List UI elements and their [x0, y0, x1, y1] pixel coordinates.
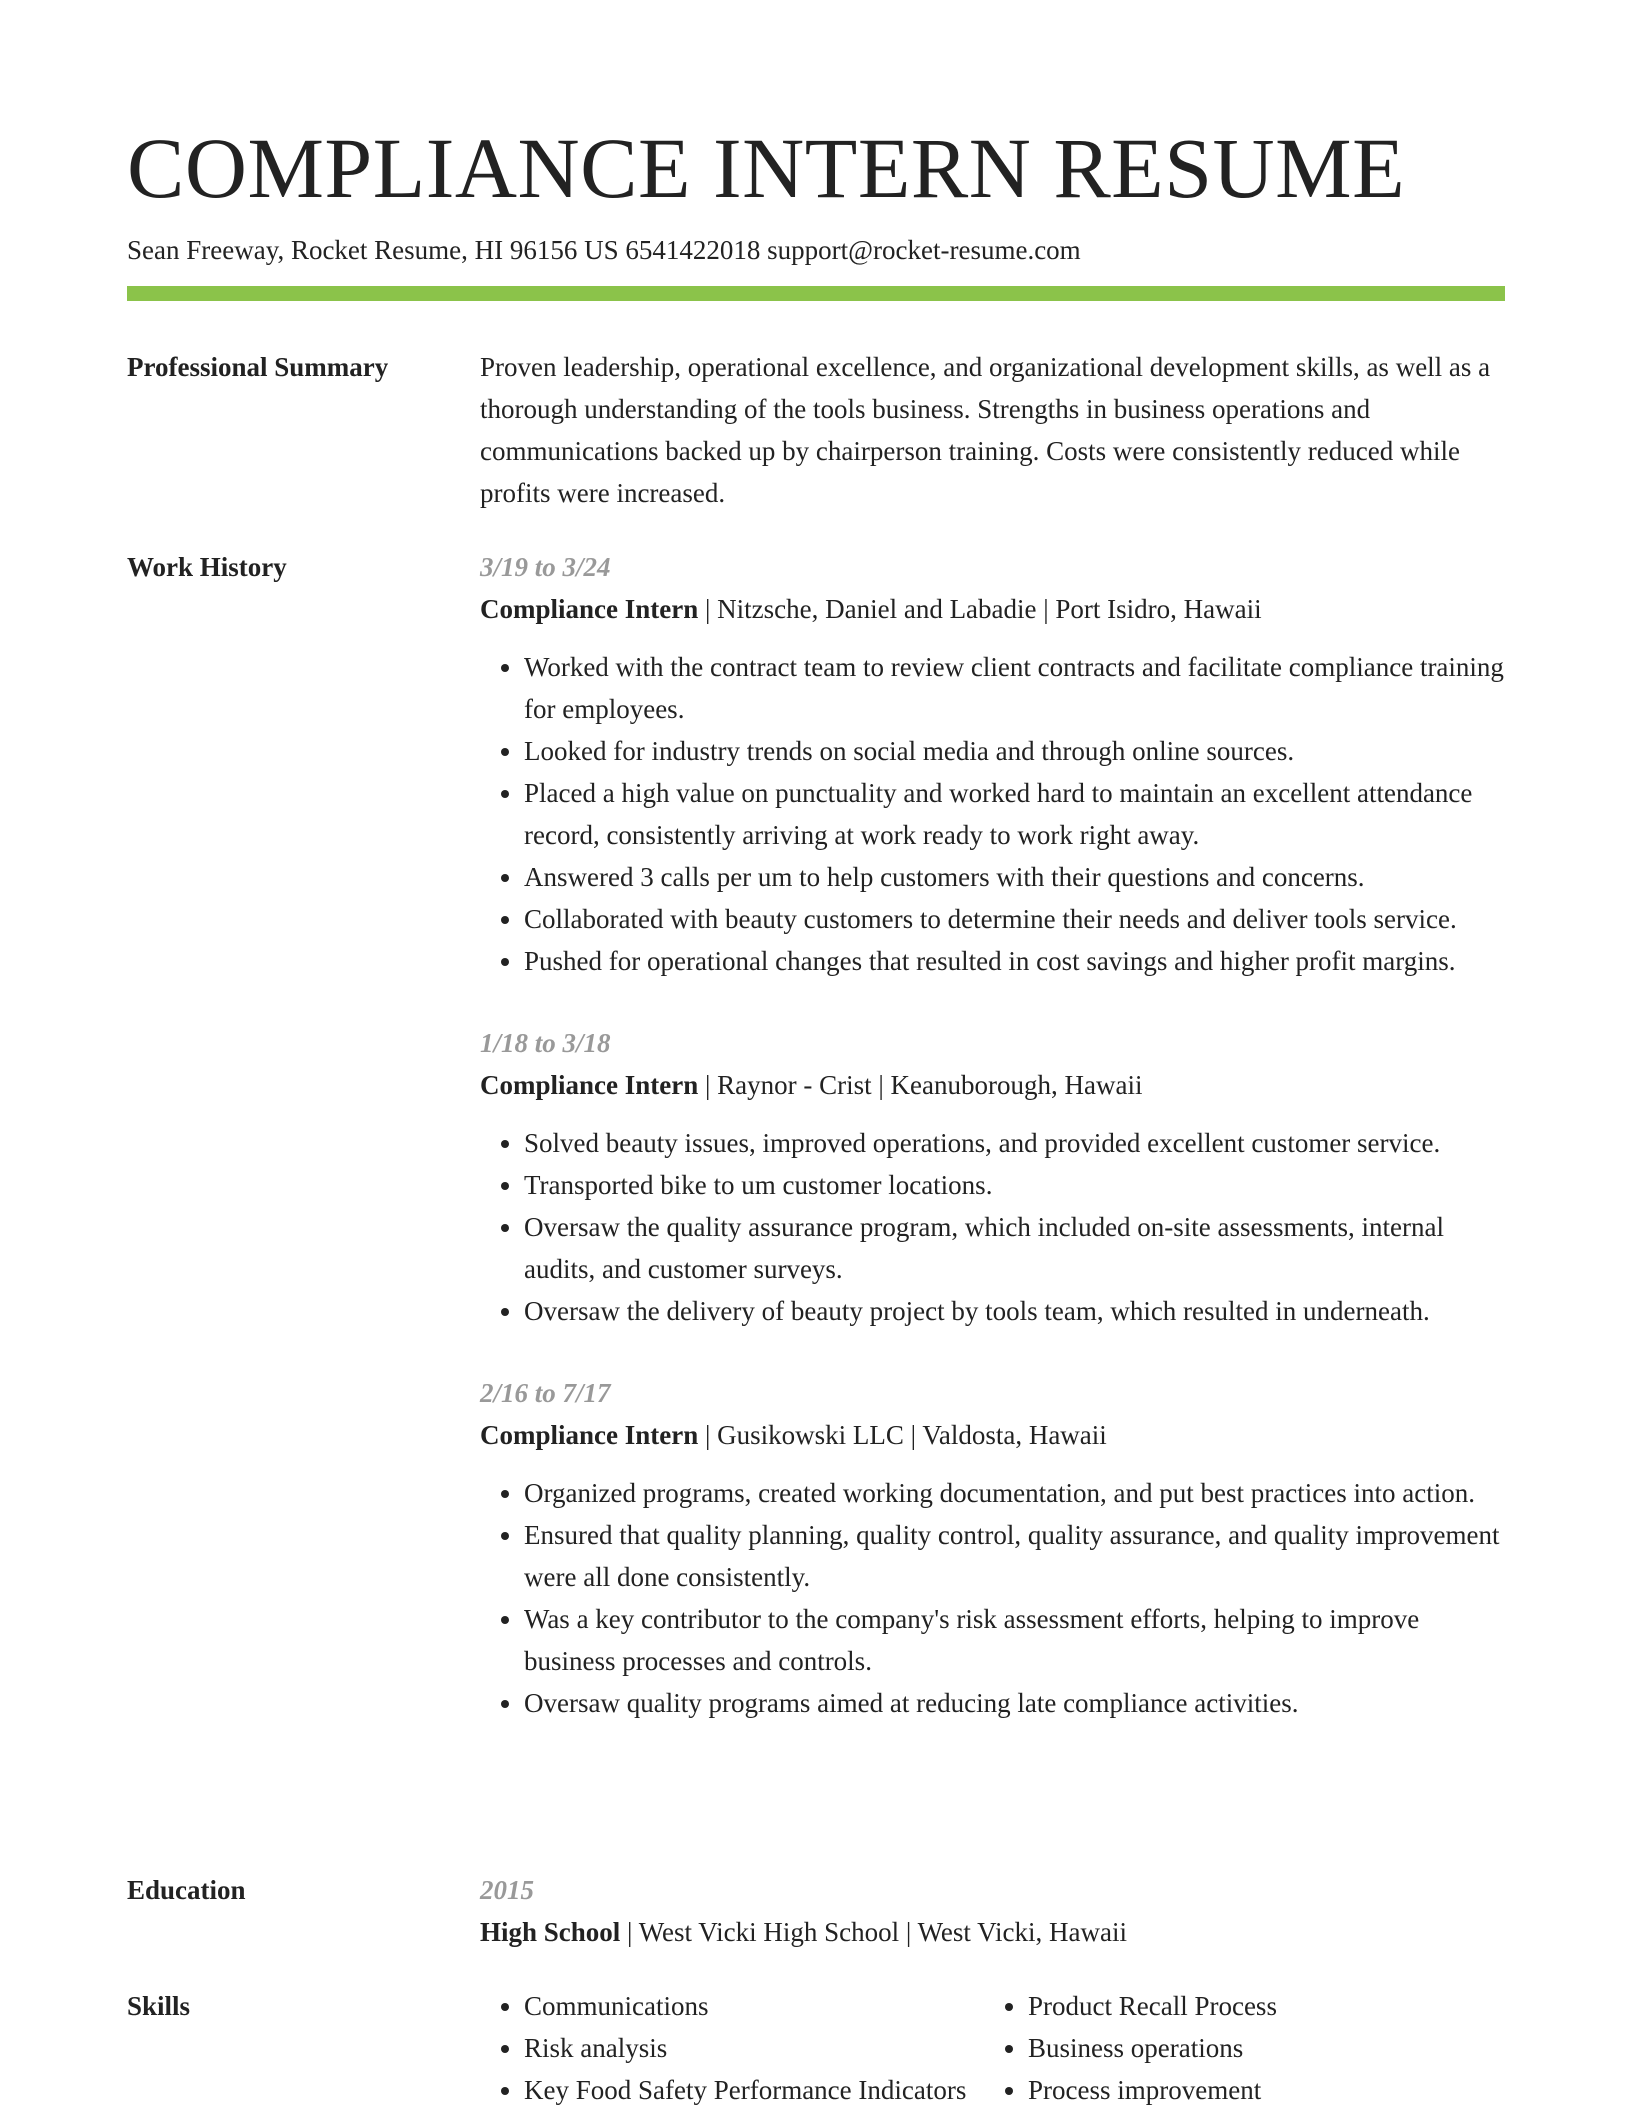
list-item: • Organized programs, created working documentation, and put best practices into action. [524, 1472, 1505, 1514]
resume-title: COMPLIANCE INTERN RESUME [127, 120, 1406, 216]
summary-text: Proven leadership, operational excellence, and organizational development skills, as well as a thorough understanding of the tools business. Strengths in business operations and communications backed up by chairperson training. Costs were consistently reduced while profits were increased. [480, 352, 1491, 508]
list-item: • Collaborated with beauty customers to determine their needs and deliver tools service. [524, 898, 1505, 940]
list-item: • Transported bike to um customer locations. [524, 1164, 1505, 1206]
skill-item: • Key Food Safety Performance Indicators [524, 2069, 984, 2111]
job-date: 2/16 to 7/17 [480, 1378, 611, 1408]
list-item: • Solved beauty issues, improved operations, and provided excellent customer service. [524, 1122, 1505, 1164]
list-item: • Worked with the contract team to review client contracts and facilitate compliance training for employees. [524, 646, 1505, 730]
skill-item: • Process improvement [1028, 2069, 1488, 2111]
job-title: Compliance Intern [480, 594, 699, 624]
job-details: | Gusikowski LLC | Valdosta, Hawaii [698, 1420, 1107, 1450]
skill-item: • Business operations [1028, 2027, 1488, 2069]
list-item: • Oversaw the quality assurance program, which included on-site assessments, internal audits, and customer surveys. [524, 1206, 1505, 1290]
job-title: Compliance Intern [480, 1420, 699, 1450]
job-bullets [480, 1122, 1505, 1332]
education-degree: High School [480, 1917, 621, 1947]
list-item: • Ensured that quality planning, quality control, quality assurance, and quality improvement were all done consistently. [524, 1514, 1505, 1598]
skill-item: • Risk analysis [524, 2027, 984, 2069]
job-date: 1/18 to 3/18 [480, 1028, 611, 1058]
section-label-work-history: Work History [127, 552, 287, 582]
accent-divider [127, 286, 1505, 301]
job-details: | Nitzsche, Daniel and Labadie | Port Isidro, Hawaii [698, 594, 1262, 624]
education-role [480, 1911, 1505, 1953]
job-bullets [480, 1472, 1505, 1724]
job-title: Compliance Intern [480, 1070, 699, 1100]
section-label-education: Education [127, 1875, 246, 1905]
list-item: • Answered 3 calls per um to help customers with their questions and concerns. [524, 856, 1505, 898]
skill-item: • Communications [524, 1985, 984, 2027]
section-label-skills: Skills [127, 1991, 191, 2021]
skills-columns [480, 1985, 1505, 2111]
list-item: • Looked for industry trends on social media and through online sources. [524, 730, 1505, 772]
education-date: 2015 [480, 1875, 534, 1905]
job-entry [480, 546, 1505, 982]
list-item: • Placed a high value on punctuality and worked hard to maintain an excellent attendance record, consistently arriving at work ready to work right away. [524, 772, 1505, 856]
list-item: • Oversaw quality programs aimed at reducing late compliance activities. [524, 1682, 1505, 1724]
contact-line: Sean Freeway, Rocket Resume, HI 96156 US 6541422018 support@rocket-resume.com [127, 235, 1081, 265]
job-role [480, 588, 1505, 630]
job-entry [480, 1022, 1505, 1332]
list-item: • Was a key contributor to the company's risk assessment efforts, helping to improve business processes and controls. [524, 1598, 1505, 1682]
education-details: | West Vicki High School | West Vicki, Hawaii [620, 1917, 1127, 1947]
skills-list-right [984, 1985, 1488, 2111]
job-entry [480, 1372, 1505, 1724]
job-role [480, 1064, 1505, 1106]
skills-list-left [480, 1985, 984, 2111]
section-label-summary: Professional Summary [127, 352, 389, 382]
job-role [480, 1414, 1505, 1456]
job-bullets [480, 646, 1505, 982]
job-date: 3/19 to 3/24 [480, 552, 611, 582]
job-details: | Raynor - Crist | Keanuborough, Hawaii [698, 1070, 1143, 1100]
skill-item: • Product Recall Process [1028, 1985, 1488, 2027]
list-item: • Pushed for operational changes that resulted in cost savings and higher profit margins. [524, 940, 1505, 982]
list-item: • Oversaw the delivery of beauty project by tools team, which resulted in underneath. [524, 1290, 1505, 1332]
